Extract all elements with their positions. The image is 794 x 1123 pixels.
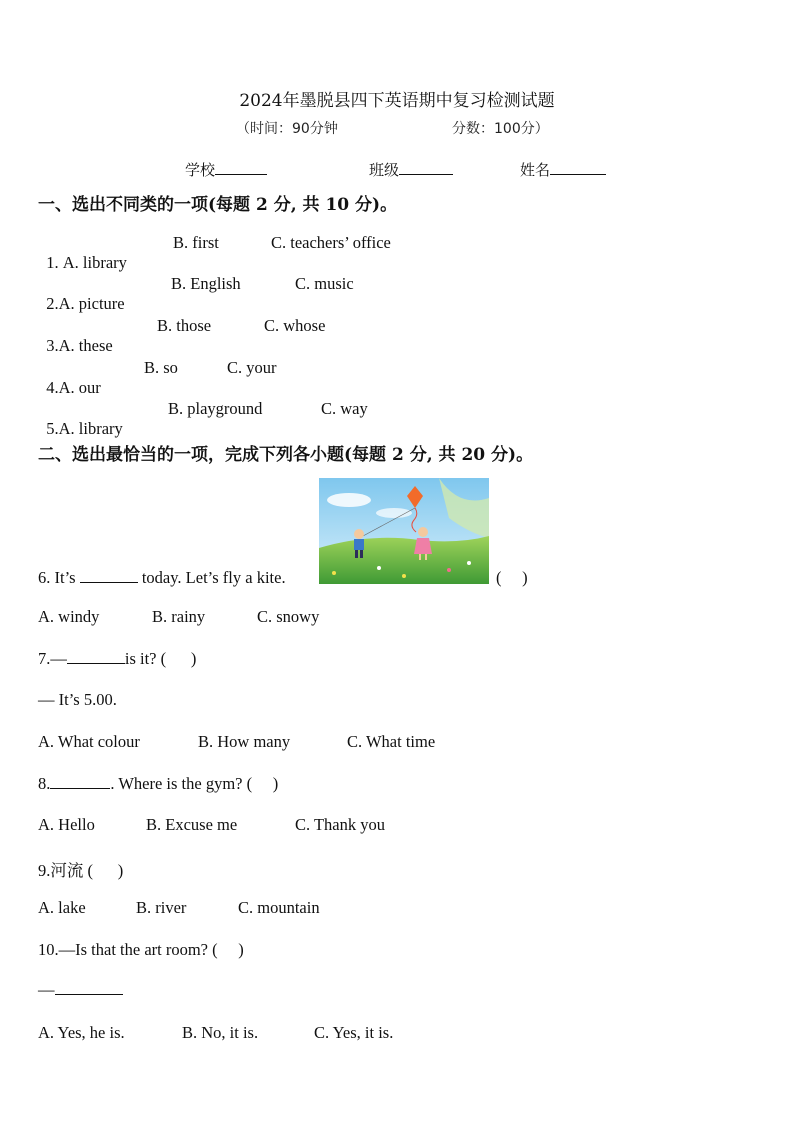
- q4-option-c[interactable]: C. your: [227, 358, 277, 377]
- page-title: 2024年墨脱县四下英语期中复习检测试题: [239, 91, 555, 111]
- q7-blank[interactable]: [67, 649, 125, 664]
- q5-option-a[interactable]: A. library: [58, 419, 123, 438]
- kite-flying-illustration: [319, 478, 489, 584]
- q8-option-b[interactable]: B. Excuse me: [146, 815, 238, 834]
- q8-blank[interactable]: [50, 774, 110, 789]
- name-label: 姓名: [520, 161, 551, 179]
- q7-option-a[interactable]: A. What colour: [38, 732, 140, 751]
- question-9: 9.河流 ( ): [38, 861, 124, 880]
- question-4: [38, 358, 101, 398]
- q7-stem-pre: 7.—: [38, 649, 67, 668]
- q8-option-a[interactable]: A. Hello: [38, 815, 95, 834]
- q9-option-c[interactable]: C. mountain: [238, 898, 320, 917]
- q6-stem-pre: 6. It’s: [38, 568, 80, 587]
- q7-option-b[interactable]: B. How many: [198, 732, 291, 751]
- q8-option-c[interactable]: C. Thank you: [295, 815, 385, 834]
- q1-num: 1.: [46, 253, 63, 272]
- q9-option-b[interactable]: B. river: [136, 898, 187, 917]
- question-10: 10.—Is that the art room? ( ): [38, 940, 244, 959]
- q5-num: 5.: [46, 419, 59, 438]
- q3-option-b[interactable]: B. those: [157, 316, 212, 335]
- q2-option-c[interactable]: C. music: [295, 274, 354, 293]
- q4-option-a[interactable]: A. our: [58, 378, 101, 397]
- q4-num: 4.: [46, 378, 59, 397]
- question-5: [38, 399, 123, 439]
- q8-stem-post: . Where is the gym? ( ): [110, 774, 279, 793]
- q6-stem-post: today. Let’s fly a kite.: [137, 568, 286, 587]
- name-field: [520, 159, 606, 180]
- question-2: [38, 274, 125, 314]
- q7-stem-post: is it? ( ): [124, 649, 197, 668]
- q10-option-b[interactable]: B. No, it is.: [182, 1023, 259, 1042]
- q6-blank[interactable]: [80, 568, 138, 583]
- q7-option-c[interactable]: C. What time: [347, 732, 436, 751]
- q10-option-a[interactable]: A. Yes, he is.: [38, 1023, 125, 1042]
- school-blank[interactable]: [215, 160, 267, 175]
- q7-dialogue-reply: — It’s 5.00.: [38, 690, 117, 709]
- q2-option-b[interactable]: B. English: [171, 274, 241, 293]
- question-8: [38, 774, 278, 794]
- question-6: [38, 568, 286, 588]
- q5-option-b[interactable]: B. playground: [168, 399, 263, 418]
- q6-option-b[interactable]: B. rainy: [152, 607, 206, 626]
- name-blank[interactable]: [550, 160, 606, 175]
- q1-option-b[interactable]: B. first: [173, 233, 219, 252]
- q5-option-c[interactable]: C. way: [321, 399, 368, 418]
- q10-dash: —: [38, 980, 55, 999]
- q3-option-a[interactable]: A. these: [58, 336, 113, 355]
- class-blank[interactable]: [399, 160, 453, 175]
- class-field: [369, 159, 453, 180]
- q10-option-c[interactable]: C. Yes, it is.: [314, 1023, 394, 1042]
- q3-option-c[interactable]: C. whose: [264, 316, 326, 335]
- q4-option-b[interactable]: B. so: [144, 358, 178, 377]
- q6-answer-paren[interactable]: ( ): [496, 568, 528, 587]
- exam-time: （时间：90分钟: [236, 121, 338, 137]
- class-label: 班级: [369, 161, 400, 179]
- section2-heading: 二、选出最恰当的一项，完成下列各小题(每题 2 分, 共 20 分)。: [38, 445, 534, 465]
- q8-stem-pre: 8.: [38, 774, 51, 793]
- q1-option-c[interactable]: C. teachers’ office: [271, 233, 391, 252]
- question-7: [38, 649, 196, 669]
- exam-score: 分数：100分）: [452, 121, 549, 137]
- question-3: [38, 316, 113, 356]
- q2-option-a[interactable]: A. picture: [58, 294, 125, 313]
- q3-num: 3.: [46, 336, 59, 355]
- q2-num: 2.: [46, 294, 59, 313]
- question-1: [38, 233, 127, 273]
- q10-blank[interactable]: [55, 980, 123, 995]
- q6-option-c[interactable]: C. snowy: [257, 607, 320, 626]
- q10-reply: [38, 980, 123, 1000]
- q6-option-a[interactable]: A. windy: [38, 607, 100, 626]
- q9-option-a[interactable]: A. lake: [38, 898, 86, 917]
- school-field: [185, 159, 267, 180]
- section1-heading: 一、选出不同类的一项(每题 2 分, 共 10 分)。: [38, 195, 398, 215]
- school-label: 学校: [185, 161, 216, 179]
- q1-option-a[interactable]: A. library: [62, 253, 127, 272]
